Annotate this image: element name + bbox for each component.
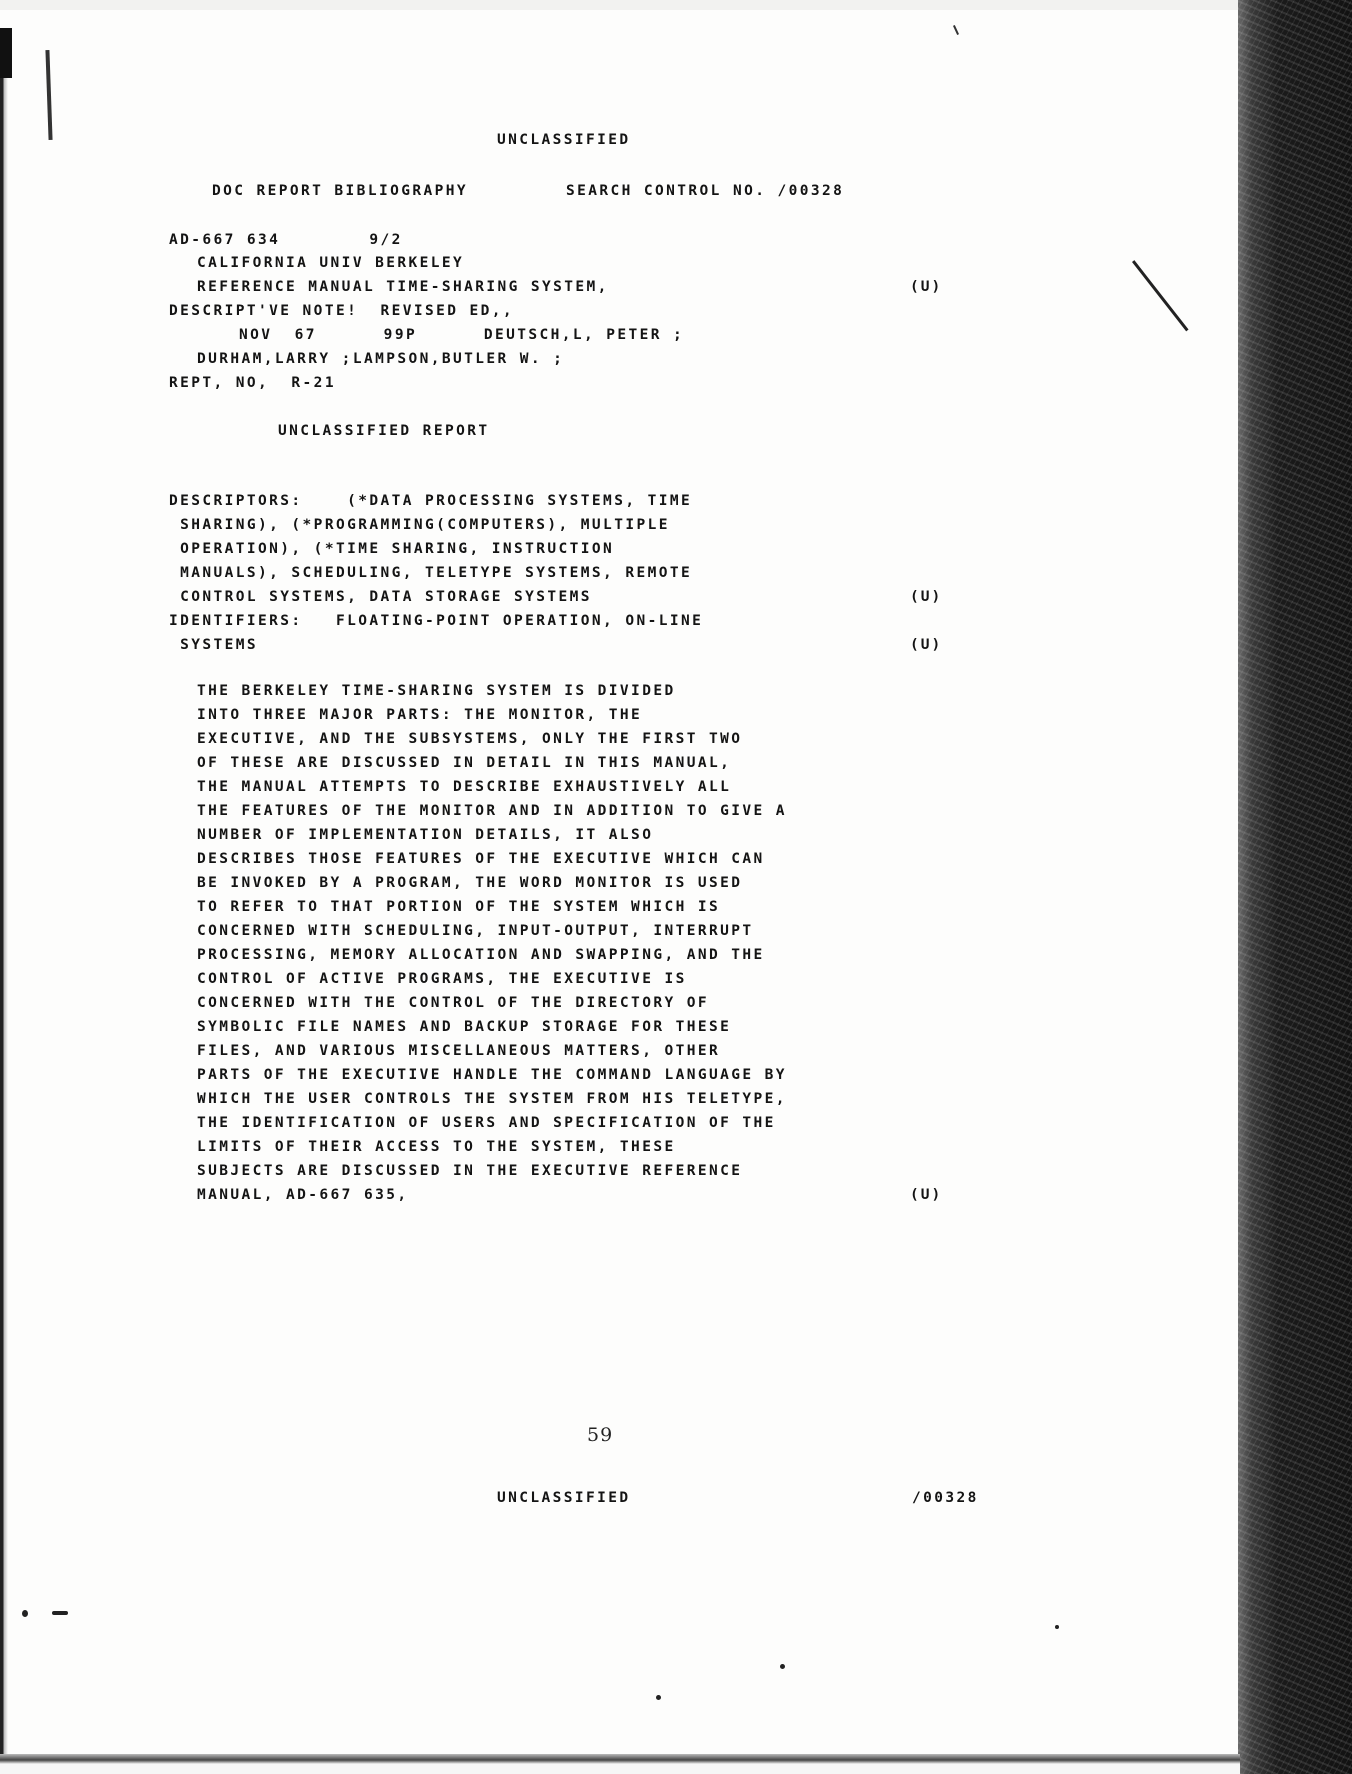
footer-control-number: /00328 bbox=[912, 1490, 979, 1506]
page-number: 59 bbox=[587, 1424, 614, 1446]
date-pages-author: NOV 67 99P DEUTSCH,L, PETER ; bbox=[239, 327, 685, 343]
scan-left-mark bbox=[0, 28, 12, 78]
scan-speck bbox=[52, 1611, 68, 1615]
footer-classification: UNCLASSIFIED bbox=[497, 1490, 631, 1506]
abstract-line: THE IDENTIFICATION OF USERS AND SPECIFICATION OF THE bbox=[197, 1115, 776, 1131]
ad-number: AD-667 634 9/2 bbox=[169, 232, 403, 248]
descriptors-line: MANUALS), SCHEDULING, TELETYPE SYSTEMS, REMOTE bbox=[169, 565, 693, 581]
corporate-source: CALIFORNIA UNIV BERKELEY bbox=[197, 255, 465, 271]
pen-slash-mark bbox=[1132, 260, 1189, 331]
scan-speck bbox=[780, 1664, 785, 1669]
descriptors-line: SHARING), (*PROGRAMMING(COMPUTERS), MULTIPLE bbox=[169, 517, 670, 533]
report-title: REFERENCE MANUAL TIME-SHARING SYSTEM, bbox=[197, 279, 609, 295]
scan-scratch bbox=[45, 50, 52, 140]
abstract-line: THE MANUAL ATTEMPTS TO DESCRIBE EXHAUSTIVELY ALL bbox=[197, 779, 732, 795]
abstract-line: MANUAL, AD-667 635, bbox=[197, 1187, 409, 1203]
abstract-line: THE FEATURES OF THE MONITOR AND IN ADDITION TO GIVE A bbox=[197, 803, 787, 819]
header-classification: UNCLASSIFIED bbox=[497, 132, 631, 148]
scan-bottom-edge bbox=[0, 1754, 1240, 1774]
abstract-line: WHICH THE USER CONTROLS THE SYSTEM FROM HIS TELETYPE, bbox=[197, 1091, 787, 1107]
scan-tick-mark bbox=[953, 25, 959, 35]
descriptors-line: DESCRIPTORS: (*DATA PROCESSING SYSTEMS, TIME bbox=[169, 493, 693, 509]
descriptive-note: DESCRIPT'VE NOTE! REVISED ED,, bbox=[169, 303, 515, 319]
scan-speck bbox=[656, 1695, 661, 1700]
scan-speck bbox=[1055, 1625, 1059, 1629]
abstract-line: EXECUTIVE, AND THE SUBSYSTEMS, ONLY THE FIRST TWO bbox=[197, 731, 743, 747]
identifiers-classification-marker: (U) bbox=[910, 637, 943, 653]
abstract-line: THE BERKELEY TIME-SHARING SYSTEM IS DIVIDED bbox=[197, 683, 676, 699]
descriptors-line: CONTROL SYSTEMS, DATA STORAGE SYSTEMS bbox=[169, 589, 592, 605]
descriptors-classification-marker: (U) bbox=[910, 589, 943, 605]
abstract-line: DESCRIBES THOSE FEATURES OF THE EXECUTIVE WHICH CAN bbox=[197, 851, 765, 867]
abstract-line: CONCERNED WITH SCHEDULING, INPUT-OUTPUT, INTERRUPT bbox=[197, 923, 754, 939]
abstract-line: FILES, AND VARIOUS MISCELLANEOUS MATTERS, OTHER bbox=[197, 1043, 721, 1059]
scan-left-edge bbox=[0, 30, 8, 1774]
abstract-line: SUBJECTS ARE DISCUSSED IN THE EXECUTIVE REFERENCE bbox=[197, 1163, 743, 1179]
abstract-classification-marker: (U) bbox=[910, 1187, 943, 1203]
scan-top-edge bbox=[0, 0, 1352, 10]
abstract-line: PARTS OF THE EXECUTIVE HANDLE THE COMMAND LANGUAGE BY bbox=[197, 1067, 787, 1083]
abstract-line: BE INVOKED BY A PROGRAM, THE WORD MONITOR IS USED bbox=[197, 875, 743, 891]
abstract-line: NUMBER OF IMPLEMENTATION DETAILS, IT ALSO bbox=[197, 827, 654, 843]
report-classification: UNCLASSIFIED REPORT bbox=[278, 423, 490, 439]
scan-speck bbox=[22, 1610, 28, 1617]
identifiers-line: IDENTIFIERS: FLOATING-POINT OPERATION, ON-LINE bbox=[169, 613, 704, 629]
bibliography-title: DOC REPORT BIBLIOGRAPHY bbox=[212, 183, 468, 199]
scan-dark-margin bbox=[1238, 0, 1352, 1774]
abstract-line: CONTROL OF ACTIVE PROGRAMS, THE EXECUTIVE IS bbox=[197, 971, 687, 987]
authors-continued: DURHAM,LARRY ;LAMPSON,BUTLER W. ; bbox=[197, 351, 565, 367]
report-number: REPT, NO, R-21 bbox=[169, 375, 336, 391]
abstract-line: OF THESE ARE DISCUSSED IN DETAIL IN THIS MANUAL, bbox=[197, 755, 732, 771]
abstract-line: LIMITS OF THEIR ACCESS TO THE SYSTEM, THESE bbox=[197, 1139, 676, 1155]
search-control-number: SEARCH CONTROL NO. /00328 bbox=[566, 183, 845, 199]
title-classification-marker: (U) bbox=[910, 279, 943, 295]
identifiers-line: SYSTEMS bbox=[169, 637, 259, 653]
abstract-line: TO REFER TO THAT PORTION OF THE SYSTEM WHICH IS bbox=[197, 899, 721, 915]
abstract-line: CONCERNED WITH THE CONTROL OF THE DIRECTORY OF bbox=[197, 995, 709, 1011]
descriptors-line: OPERATION), (*TIME SHARING, INSTRUCTION bbox=[169, 541, 615, 557]
abstract-line: SYMBOLIC FILE NAMES AND BACKUP STORAGE FOR THESE bbox=[197, 1019, 732, 1035]
abstract-line: INTO THREE MAJOR PARTS: THE MONITOR, THE bbox=[197, 707, 643, 723]
abstract-line: PROCESSING, MEMORY ALLOCATION AND SWAPPING, AND THE bbox=[197, 947, 765, 963]
